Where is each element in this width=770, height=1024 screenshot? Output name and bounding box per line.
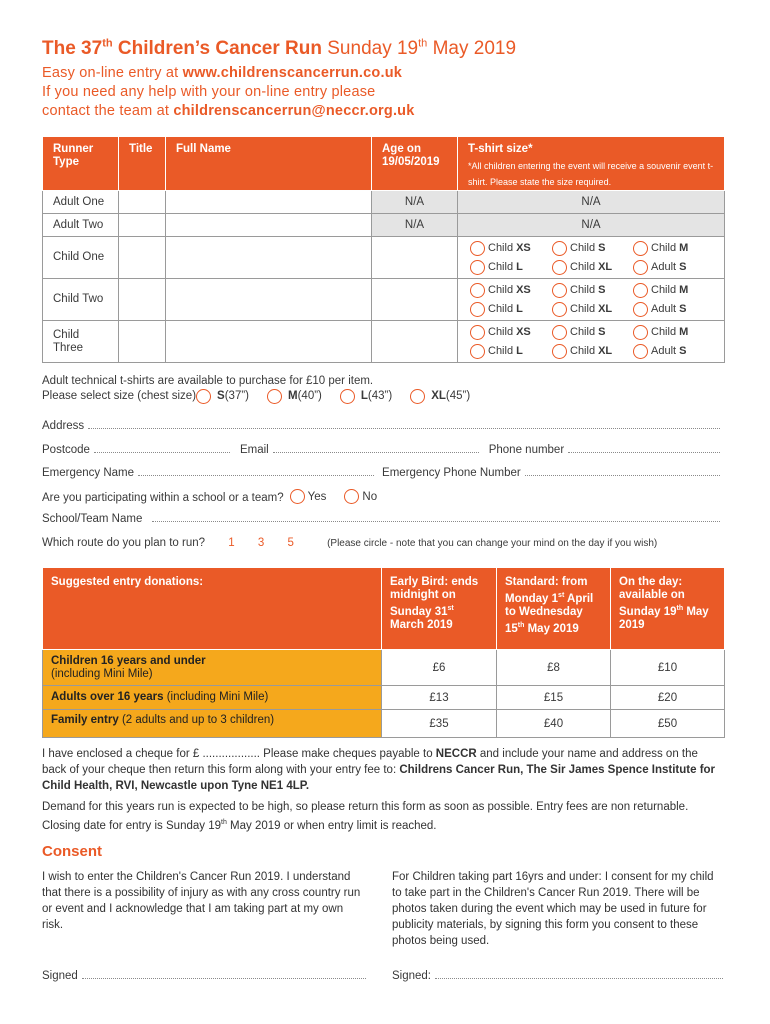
radio-circle-icon[interactable] <box>344 489 359 504</box>
radio-circle-icon[interactable] <box>633 344 648 359</box>
radio-circle-icon[interactable] <box>633 241 648 256</box>
full-name-input-cell[interactable] <box>166 321 372 363</box>
title-input-cell[interactable] <box>119 279 166 321</box>
participation-row <box>42 489 724 504</box>
emergency-phone-field[interactable] <box>525 475 720 476</box>
adult-tshirt-prompt: Please select size (chest size) <box>42 390 197 402</box>
size-options <box>468 241 714 275</box>
title-input-cell[interactable] <box>119 237 166 279</box>
fee-on-day: £20 <box>611 686 725 710</box>
header-tshirt: T-shirt size* *All children entering the event will receive a souvenir event t-shirt. Please state the size required. <box>458 137 725 191</box>
tshirt-size-option[interactable] <box>470 302 552 317</box>
full-name-input-cell[interactable] <box>166 279 372 321</box>
header-full-name: Full Name <box>166 137 372 191</box>
tshirt-size-option[interactable] <box>552 344 633 359</box>
size-code: L <box>516 303 523 315</box>
fee-early: £35 <box>382 710 497 738</box>
phone-field[interactable] <box>568 452 720 453</box>
size-prefix: Child <box>570 242 596 254</box>
fee-category: Children 16 years and under (including Mini Mile) <box>43 650 382 686</box>
header-age: Age on 19/05/2019 <box>372 137 458 191</box>
age-input-cell[interactable] <box>372 321 458 363</box>
table-row <box>43 686 725 710</box>
table-row <box>43 279 725 321</box>
age-input-cell[interactable] <box>372 279 458 321</box>
size-options <box>468 325 714 359</box>
adult-size-xl-option[interactable]: XL (45”) <box>410 389 470 404</box>
tshirt-size-cell <box>458 279 725 321</box>
website-link[interactable]: www.childrenscancerrun.co.uk <box>182 65 403 81</box>
size-code: S <box>679 303 687 315</box>
runner-type-cell: Child One <box>43 237 119 279</box>
route-row <box>42 537 657 549</box>
postcode-label: Postcode <box>42 444 90 456</box>
size-prefix: Child <box>570 345 596 357</box>
route-note: (Please circle - note that you can change your mind on the day if you wish) <box>327 538 658 549</box>
age-input-cell[interactable] <box>372 237 458 279</box>
size-prefix: Child <box>488 242 514 254</box>
size-code: S <box>598 326 606 338</box>
size-prefix: Child <box>570 303 596 315</box>
tshirt-size-option[interactable] <box>633 344 703 359</box>
size-prefix: Child <box>651 242 677 254</box>
tshirt-size-option[interactable] <box>633 302 703 317</box>
size-prefix: Adult <box>651 345 677 357</box>
size-prefix: Child <box>651 326 677 338</box>
tshirt-size-option[interactable] <box>552 283 633 298</box>
radio-circle-icon[interactable] <box>470 283 485 298</box>
table-row <box>43 650 725 686</box>
fees-header-early: Early Bird: ends midnight on Sunday 31st March 2019 <box>382 568 497 650</box>
contact-fields-row <box>42 444 724 456</box>
size-prefix: Child <box>488 326 514 338</box>
size-code: XL <box>598 303 613 315</box>
runner-type-cell: Adult One <box>43 191 119 214</box>
size-options <box>468 283 714 317</box>
size-prefix: Adult <box>651 303 677 315</box>
phone-label: Phone number <box>488 444 565 456</box>
title-input-cell[interactable] <box>119 321 166 363</box>
radio-circle-icon[interactable] <box>552 260 567 275</box>
tshirt-size-cell <box>458 321 725 363</box>
title-input-cell[interactable] <box>119 191 166 214</box>
fee-category: Family entry (2 adults and up to 3 children) <box>43 710 382 738</box>
size-code: XS <box>516 326 531 338</box>
size-code: XL <box>598 261 613 273</box>
size-code: XS <box>516 242 531 254</box>
size-code: M <box>679 326 689 338</box>
radio-circle-icon[interactable] <box>340 389 355 404</box>
tshirt-size-cell <box>458 237 725 279</box>
tshirt-size-option[interactable] <box>633 260 703 275</box>
fee-on-day: £10 <box>611 650 725 686</box>
size-code: L <box>516 261 523 273</box>
radio-circle-icon[interactable] <box>552 302 567 317</box>
tshirt-size-option[interactable] <box>470 283 552 298</box>
radio-circle-icon[interactable] <box>267 389 282 404</box>
size-prefix: Child <box>651 284 677 296</box>
full-name-input-cell[interactable] <box>166 191 372 214</box>
tshirt-size-option[interactable] <box>470 325 552 340</box>
radio-circle-icon[interactable] <box>552 283 567 298</box>
email-link[interactable]: childrenscancerrun@neccr.org.uk <box>173 103 415 119</box>
fees-header-standard: Standard: from Monday 1st April to Wednesday 15th May 2019 <box>497 568 611 650</box>
tshirt-note: *All children entering the event will receive a souvenir event t-shirt. Please state the size required. <box>468 161 714 187</box>
fee-early: £6 <box>382 650 497 686</box>
entry-fees-table <box>42 567 725 738</box>
fees-header-on-day: On the day: available on Sunday 19th May 2019 <box>611 568 725 650</box>
table-row <box>43 710 725 738</box>
postcode-field[interactable] <box>94 452 230 453</box>
size-prefix: Child <box>488 345 514 357</box>
full-name-input-cell[interactable] <box>166 214 372 237</box>
radio-circle-icon[interactable] <box>290 489 305 504</box>
size-code: L <box>516 345 523 357</box>
tshirt-size-option[interactable] <box>633 283 703 298</box>
emergency-name-label: Emergency Name <box>42 467 135 479</box>
route-3-option[interactable]: 3 <box>257 537 265 549</box>
emergency-fields-row <box>42 467 724 479</box>
radio-circle-icon[interactable] <box>552 325 567 340</box>
radio-circle-icon[interactable] <box>470 260 485 275</box>
email-label: Email <box>239 444 269 456</box>
route-1-option[interactable]: 1 <box>228 537 235 549</box>
runner-type-cell: Child Three <box>43 321 119 363</box>
tshirt-size-option[interactable] <box>470 260 552 275</box>
radio-circle-icon[interactable] <box>470 325 485 340</box>
size-code: S <box>679 261 687 273</box>
fee-on-day: £50 <box>611 710 725 738</box>
age-na-cell: N/A <box>372 191 458 214</box>
participation-no-option[interactable]: No <box>344 489 377 504</box>
header-title: Title <box>119 137 166 191</box>
fee-standard: £40 <box>497 710 611 738</box>
age-na-cell: N/A <box>372 214 458 237</box>
size-code: XS <box>516 284 531 296</box>
table-row <box>43 214 725 237</box>
size-code: S <box>679 345 687 357</box>
size-prefix: Child <box>570 326 596 338</box>
size-code: S <box>598 242 606 254</box>
signed-left-field[interactable]: Signed <box>42 970 366 982</box>
radio-circle-icon[interactable] <box>470 241 485 256</box>
payment-instructions: I have enclosed a cheque for £ .................. Please make cheques payable to NECCR and include your name and address on the back of your cheque then return this form along with your entry fee to: Childrens Cancer Run, The Sir James Spence Institute for Child Health, RVI, Newcastle upon Tyne NE1 4LP. <box>42 748 716 792</box>
table-row <box>43 321 725 363</box>
consent-adult-text: I wish to enter the Children's Cancer Run 2019. I understand that there is a possibility of injury as with any cross country run or event and I acknowledge that I am taking part at my own risk. <box>42 871 361 931</box>
consent-child-text: For Children taking part 16yrs and under: I consent for my child to take part in the Children's Cancer Run 2019. There will be photos taken during the event which may be used in future for publicity materials, by signing this form you consent to these photos being used. <box>392 871 714 947</box>
size-prefix: Child <box>570 261 596 273</box>
radio-circle-icon[interactable] <box>552 241 567 256</box>
size-code: S <box>598 284 606 296</box>
consent-heading: Consent <box>42 843 102 860</box>
fee-early: £13 <box>382 686 497 710</box>
size-prefix: Child <box>488 303 514 315</box>
runner-type-cell: Child Two <box>43 279 119 321</box>
participation-question: Are you participating within a school or a team? <box>42 492 284 504</box>
tshirt-size-option[interactable] <box>633 325 703 340</box>
fee-standard: £8 <box>497 650 611 686</box>
fee-standard: £15 <box>497 686 611 710</box>
tshirt-size-option[interactable] <box>552 302 633 317</box>
adult-size-l-option[interactable]: L (43”) <box>340 389 392 404</box>
table-row <box>43 191 725 214</box>
radio-circle-icon[interactable] <box>552 344 567 359</box>
full-name-input-cell[interactable] <box>166 237 372 279</box>
tshirt-size-option[interactable] <box>633 241 703 256</box>
tshirt-size-option[interactable] <box>552 325 633 340</box>
adult-size-s-option[interactable]: S (37”) <box>196 389 249 404</box>
emergency-phone-label: Emergency Phone Number <box>382 467 521 479</box>
tshirt-size-option[interactable] <box>552 260 633 275</box>
route-question: Which route do you plan to run? <box>42 537 206 549</box>
radio-circle-icon[interactable] <box>633 302 648 317</box>
participation-yes-option[interactable]: Yes <box>290 489 327 504</box>
radio-circle-icon[interactable] <box>633 283 648 298</box>
size-prefix: Child <box>488 284 514 296</box>
address-field[interactable]: Address <box>42 420 724 432</box>
radio-circle-icon[interactable] <box>410 389 425 404</box>
tshirt-size-option[interactable] <box>470 241 552 256</box>
radio-circle-icon[interactable] <box>470 344 485 359</box>
runner-type-cell: Adult Two <box>43 214 119 237</box>
signed-right-field[interactable]: Signed: <box>392 970 723 982</box>
route-5-option[interactable]: 5 <box>287 537 294 549</box>
title-input-cell[interactable] <box>119 214 166 237</box>
email-field[interactable] <box>273 452 479 453</box>
size-code: M <box>679 284 689 296</box>
page-title: The 37th Children’s Cancer Run Sunday 19th May 2019 <box>42 37 517 59</box>
size-code: XL <box>598 345 613 357</box>
tshirt-na-cell: N/A <box>458 214 725 237</box>
school-team-field[interactable]: School/Team Name <box>42 513 724 525</box>
emergency-name-field[interactable] <box>138 475 374 476</box>
size-prefix: Child <box>570 284 596 296</box>
table-row <box>43 237 725 279</box>
tshirt-size-option[interactable] <box>552 241 633 256</box>
radio-circle-icon[interactable] <box>633 260 648 275</box>
radio-circle-icon[interactable] <box>633 325 648 340</box>
radio-circle-icon[interactable] <box>196 389 211 404</box>
adult-tshirt-section: Adult technical t-shirts are available to purchase for £10 per item. Please select size (chest size) S (37”) M (40”) L (43”) XL (45”) <box>42 375 471 402</box>
radio-circle-icon[interactable] <box>470 302 485 317</box>
adult-size-m-option[interactable]: M (40”) <box>267 389 322 404</box>
fee-category: Adults over 16 years (including Mini Mile) <box>43 686 382 710</box>
tshirt-na-cell: N/A <box>458 191 725 214</box>
header-runner-type: Runner Type <box>43 137 119 191</box>
fees-header-label: Suggested entry donations: <box>43 568 382 650</box>
demand-notice: Demand for this years run is expected to be high, so please return this form as soon as possible. Entry fees are non returnable. Closing date for entry is Sunday 19th May 2019 or when entry limit is reached. <box>42 801 689 832</box>
size-prefix: Adult <box>651 261 677 273</box>
runner-table <box>42 136 725 363</box>
size-code: M <box>679 242 689 254</box>
size-prefix: Child <box>488 261 514 273</box>
tshirt-size-option[interactable] <box>470 344 552 359</box>
intro-text: Easy on-line entry at www.childrenscancerrun.co.uk If you need any help with your on-line entry please contact the team at childrenscancerrun@neccr.org.uk <box>42 65 415 119</box>
